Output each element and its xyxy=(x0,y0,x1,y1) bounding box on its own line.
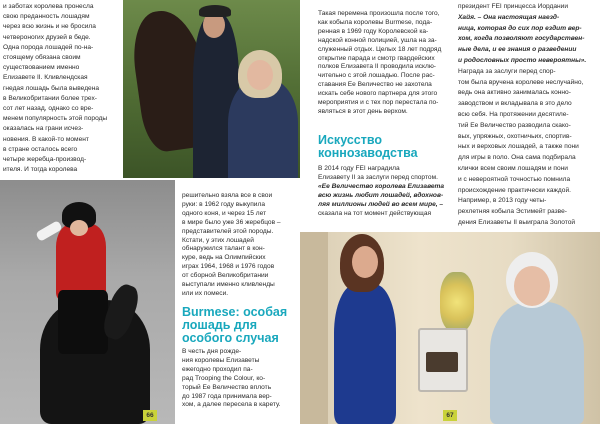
text-line: Кстати, у этих лошадей xyxy=(182,236,254,244)
text-line: ителя. И тогда королева xyxy=(3,166,78,174)
text-line: менем популярность этой породы xyxy=(3,115,108,123)
text-line: стоящему обязана своим xyxy=(3,54,81,62)
text-line: четвероногих друзей в беде. xyxy=(3,33,91,41)
text-line: являться в этот день верхом. xyxy=(318,107,408,115)
text-line: для игры в поло. Она сама подбирала xyxy=(458,154,576,162)
text-line: свою преданность лошадям xyxy=(3,13,90,21)
text-line: ежегодно проходил па- xyxy=(182,365,253,373)
text-line: «Ее Величество королева Елизавета xyxy=(318,182,445,190)
text-line: коннозаводства xyxy=(318,146,418,160)
flowers-shape xyxy=(440,272,474,332)
text-line: президент FEI принцесса Иордании xyxy=(458,3,569,10)
text-line: или их помеси. xyxy=(182,289,229,297)
text-line: клички всем своим лошадям и пони xyxy=(458,164,568,172)
queen-face-shape-3 xyxy=(514,266,550,306)
man-cap-shape xyxy=(199,5,231,17)
text-line: том была вручена королеве неслучайно, xyxy=(458,78,584,86)
text-line: Например, в 2013 году четы- xyxy=(458,197,547,205)
text-line: особого случая xyxy=(182,331,279,345)
text-line: играх 1964, 1968 и 1976 годов xyxy=(182,263,275,271)
queen-face-shape xyxy=(247,60,273,90)
text-line: служенный отдых. Целых 18 лет подряд xyxy=(318,45,442,53)
text-line: ведь она активно занималась конно- xyxy=(458,89,571,97)
photo-award-ceremony xyxy=(300,232,600,424)
wall-panel-shape xyxy=(300,232,328,424)
text-line: Одна порода лошадей по-на- xyxy=(3,43,94,51)
text-line: Елизавету II за заслуги перед спортом. xyxy=(318,173,438,181)
text-line: ляя миллионы людей во всем мире, – xyxy=(318,200,444,208)
text-line: открытие парада и смотр гвардейских xyxy=(318,54,435,62)
queen-skirt-shape xyxy=(58,290,108,354)
text-line: сот лет назад, однако со вре- xyxy=(3,105,94,113)
text-line: дения Елизаветы II выиграла Золотой xyxy=(458,218,576,226)
text-line: торый Ее Величество вплоть xyxy=(182,383,272,391)
woman-blue-dress-shape xyxy=(334,284,396,424)
text-line: хом, когда позволяют государствен- xyxy=(458,35,585,43)
right-text-column-b xyxy=(318,165,456,218)
text-line: Такая перемена произошла после того, xyxy=(318,10,440,17)
left-text-column-mid xyxy=(182,192,298,299)
left-text-column-top xyxy=(3,2,121,175)
text-line: ренная в 1969 году Королевской ка- xyxy=(318,27,429,35)
text-line: полков Елизавета II проводила исклю- xyxy=(318,63,436,71)
right-text-column-c xyxy=(458,2,596,229)
text-line: Награда за заслуги перед спор- xyxy=(458,67,556,75)
page-number-left: 66 xyxy=(143,410,157,421)
text-line: Хайя. – Она настоящая наезд- xyxy=(458,13,560,21)
left-text-column-burmese xyxy=(182,348,298,410)
text-line: от сборной Великобритании xyxy=(182,272,269,280)
heading-breeding xyxy=(318,134,456,160)
text-line: обнаружился талант в кон- xyxy=(182,245,265,253)
photo-queen-on-black-horse xyxy=(0,180,175,424)
text-line: ные дела, и ее знания о разведении xyxy=(458,46,577,54)
text-line: Искусство xyxy=(318,133,383,147)
text-line: В 2014 году FEI наградила xyxy=(318,165,400,172)
text-line: тий Ее Величество разводила скако- xyxy=(458,121,571,129)
text-line: сказала на тот момент действующая xyxy=(318,209,432,217)
text-line: рехлетняя кобыла Эстимейт разве- xyxy=(458,208,567,216)
text-line: оказалась на грани исчез- xyxy=(3,125,84,133)
text-line: происхождение практически каждой. xyxy=(458,186,571,194)
queen-dress-shape xyxy=(490,302,584,424)
text-line: новения. В какой-то момент xyxy=(3,135,89,143)
text-line: вых, упряжных, охотничьих, спортив- xyxy=(458,132,572,140)
text-line: мероприятия и с тех пор перестала по- xyxy=(318,99,439,107)
text-line: и заботах королева пронесла xyxy=(3,3,94,10)
text-line: ных и верховых лошадей, а также пони xyxy=(458,143,579,151)
text-line: гнедая лошадь была выведена xyxy=(3,84,100,92)
text-line: Елизавете II. Кливлендская xyxy=(3,74,88,82)
page-number-right: 67 xyxy=(443,410,457,421)
text-line: решительно взяла все в свои xyxy=(182,192,273,199)
text-line: Burmese: особая xyxy=(182,305,288,319)
text-line: руки: в 1962 году выкупила xyxy=(182,200,265,208)
text-line: лошадь для xyxy=(182,318,258,332)
queen-face-shape-2 xyxy=(70,220,88,236)
text-line: заводством и вкладывала в это дело xyxy=(458,100,572,108)
text-line: в Великобритании более трех- xyxy=(3,94,97,102)
text-line: ния королевы Елизаветы xyxy=(182,356,260,364)
text-line: В честь дня рожде- xyxy=(182,348,242,355)
text-line: хом, а далее пересела в карету. xyxy=(182,401,281,409)
text-line: существованием именно xyxy=(3,64,80,72)
text-line: как кобыла королевы Burmese, пода- xyxy=(318,18,433,26)
woman-face-shape xyxy=(352,246,378,278)
text-line: чительно с этой лошадью. После рас- xyxy=(318,72,435,80)
right-text-column-a xyxy=(318,10,456,117)
text-line: до 1987 года принимала вер- xyxy=(182,392,272,400)
text-line: представителей этой породы. xyxy=(182,227,274,235)
text-line: четыре жеребца-производ- xyxy=(3,156,87,164)
text-line: выступали именно кливленды xyxy=(182,281,275,289)
text-line: всю себя. На протяжении десятиле- xyxy=(458,110,569,118)
text-line: надской конной полицией, ушла на за- xyxy=(318,36,437,44)
text-line: в стране осталось всего xyxy=(3,145,78,153)
text-line: и родословных просто невероятны». xyxy=(458,56,587,64)
text-line: искать себе нового партнера для этого xyxy=(318,90,438,98)
text-line: в мире было уже 36 жеребцов – xyxy=(182,218,281,226)
text-line: через всю жизнь и не бросила xyxy=(3,23,96,31)
text-line: рад Trooping the Colour, ко- xyxy=(182,374,266,382)
right-page xyxy=(300,0,600,424)
photo-queen-with-horse xyxy=(123,0,300,178)
text-line: и с невероятной точностью помнила xyxy=(458,175,571,183)
award-box-inner-shape xyxy=(426,352,458,372)
text-line: куре, ведь на Олимпийских xyxy=(182,254,266,262)
heading-burmese xyxy=(182,306,298,345)
text-line: одного коня, и через 15 лет xyxy=(182,209,267,217)
text-line: всю жизнь любит лошадей, вдохнов- xyxy=(318,191,444,199)
text-line: ница, которая до сих пор ездит вер- xyxy=(458,24,582,32)
text-line: ставания Ее Величество не захотела xyxy=(318,81,432,89)
